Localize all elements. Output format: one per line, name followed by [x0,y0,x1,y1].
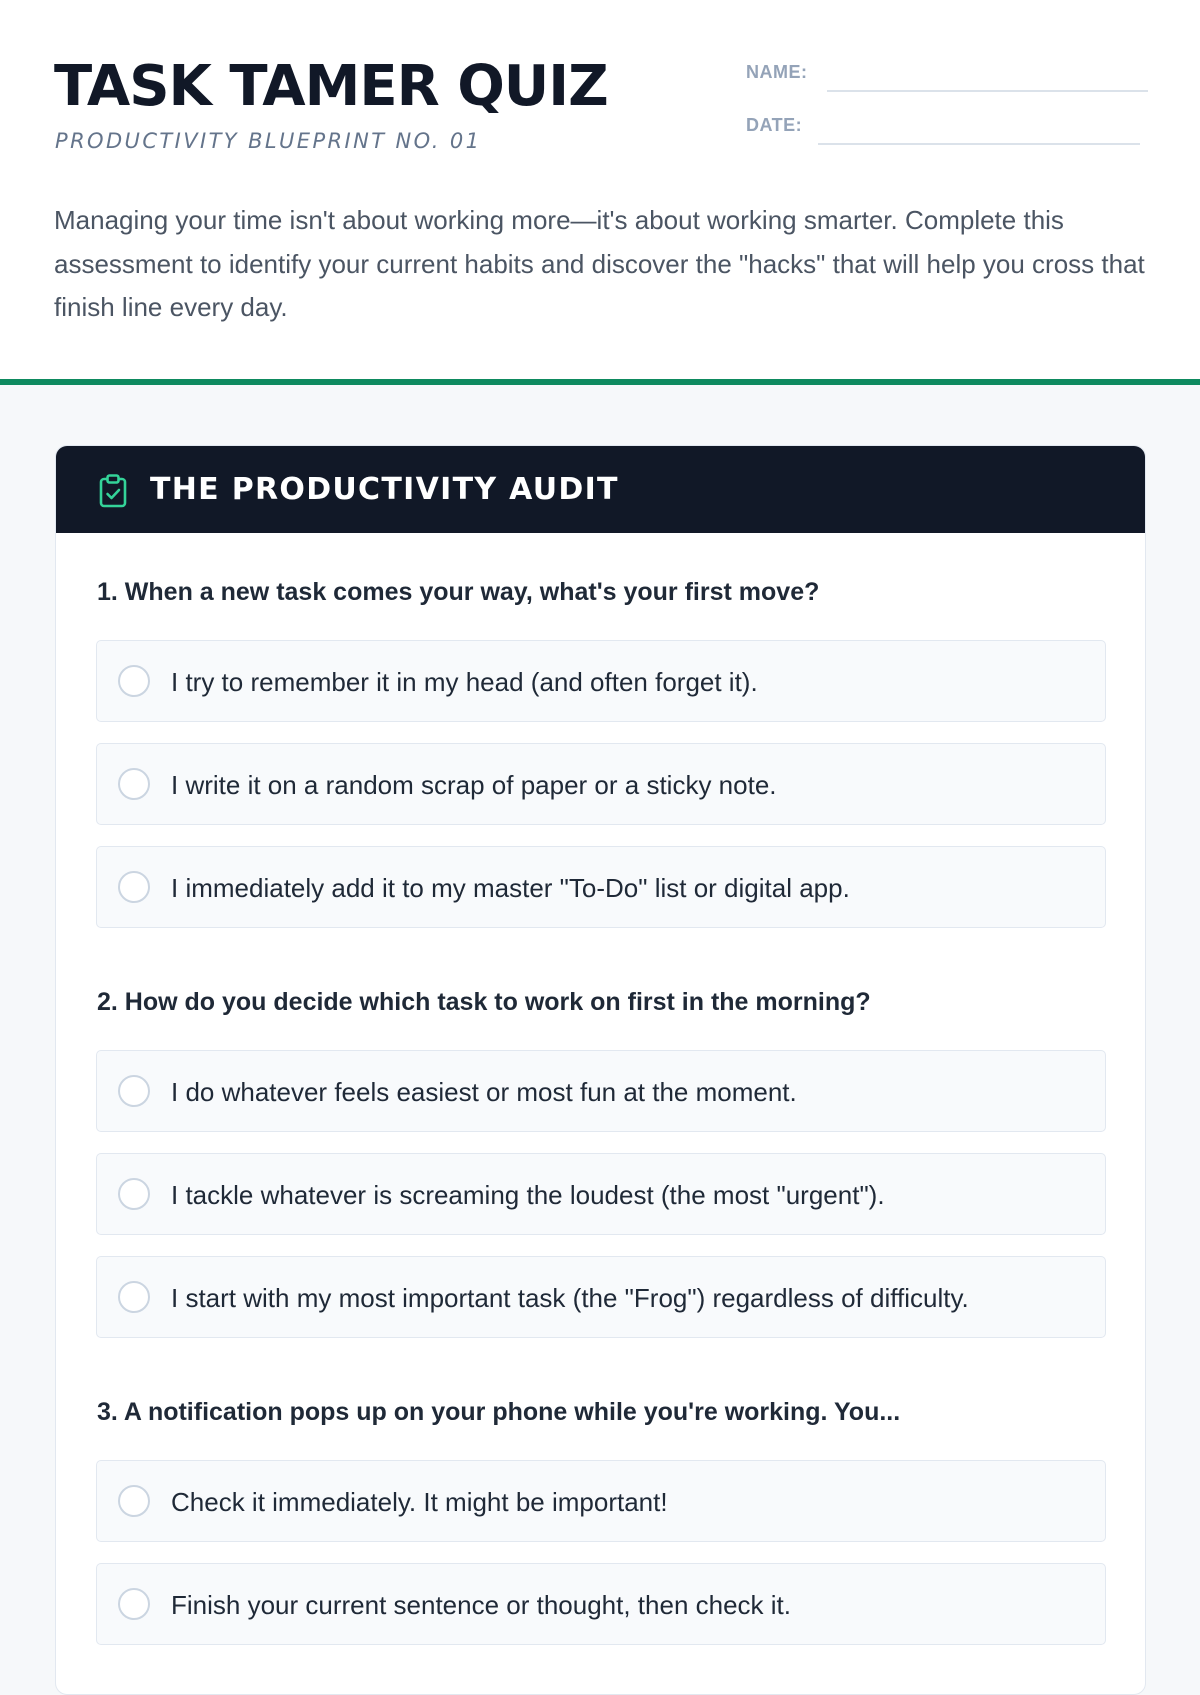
option-label: I do whatever feels easiest or most fun at the moment. [171,1077,797,1107]
question-2: 2. How do you decide which task to work on first in the morning? [97,988,871,1016]
q2-option-c[interactable] [96,1256,1106,1338]
page-header [0,0,1200,385]
quiz-title: TASK TAMER QUIZ [54,54,608,119]
question-3: 3. A notification pops up on your phone while you're working. You... [97,1398,901,1426]
q1-option-a[interactable] [96,640,1106,722]
radio-button[interactable] [118,1075,150,1107]
radio-button[interactable] [118,665,150,697]
option-label: I tackle whatever is screaming the loudest (the most "urgent"). [171,1180,885,1210]
intro-text: Managing your time isn't about working more—it's about working smarter. Complete this assessment to identify your current habits and discover the "hacks" that will help you cross that finish line every day. [54,205,1145,322]
q2-option-b[interactable] [96,1153,1106,1235]
name-field[interactable] [827,90,1148,92]
q2-option-a[interactable] [96,1050,1106,1132]
q1-option-b[interactable] [96,743,1106,825]
option-label: I start with my most important task (the "Frog") regardless of difficulty. [171,1283,969,1313]
q1-option-c[interactable] [96,846,1106,928]
clipboard-check-icon [98,474,128,508]
quiz-subtitle: PRODUCTIVITY BLUEPRINT NO. 01 [55,129,482,153]
date-label: DATE: [746,115,803,135]
radio-button[interactable] [118,1178,150,1210]
section-title: THE PRODUCTIVITY AUDIT [150,472,619,507]
option-label: I immediately add it to my master "To-Do" list or digital app. [171,873,850,903]
radio-button[interactable] [118,871,150,903]
radio-button[interactable] [118,1588,150,1620]
section-header [56,446,1145,533]
option-label: I try to remember it in my head (and often forget it). [171,667,758,697]
option-label: Check it immediately. It might be important! [171,1487,668,1517]
radio-button[interactable] [118,1485,150,1517]
q3-option-a[interactable] [96,1460,1106,1542]
option-label: Finish your current sentence or thought, then check it. [171,1590,792,1620]
radio-button[interactable] [118,768,150,800]
radio-button[interactable] [118,1281,150,1313]
name-label: NAME: [746,62,808,82]
question-1: 1. When a new task comes your way, what's your first move? [97,578,820,606]
option-label: I write it on a random scrap of paper or a sticky note. [171,770,777,800]
productivity-audit-section [55,445,1146,1695]
q3-option-b[interactable] [96,1563,1106,1645]
date-field[interactable] [818,143,1140,145]
